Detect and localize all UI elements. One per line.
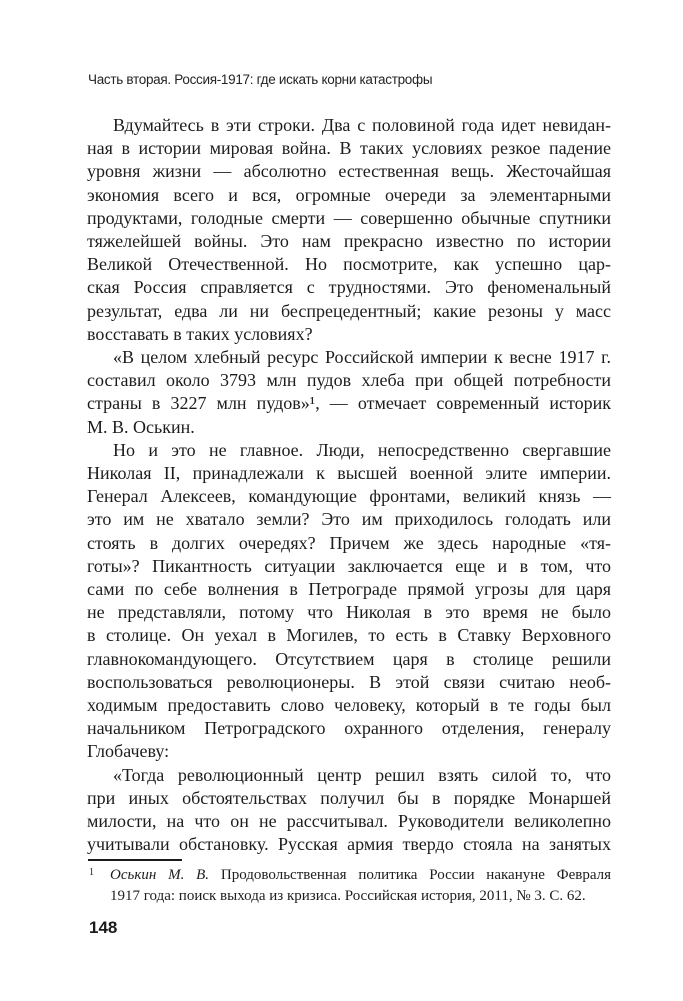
text-line: милости, на что он не рассчитывал. Руководители великолепно <box>87 811 611 832</box>
page-number: 148 <box>89 918 118 937</box>
text-line: воспользоваться революционеры. В этой связи считаю необ- <box>87 671 611 692</box>
text-line: Глобачеву: <box>87 741 170 762</box>
footnote-text: Продовольственная политика России накануне Февраля <box>220 867 612 883</box>
text-line: страны в 3227 млн пудов»¹, — отмечает современный историк <box>87 393 611 414</box>
text-line: начальником Петроградского охранного отделения, генералу <box>87 718 611 739</box>
text-line: результат, едва ли ни беспрецедентный; какие резоны у масс <box>87 300 611 321</box>
text-line: при иных обстоятельствах получил бы в порядке Монаршей <box>87 787 611 808</box>
running-header: Часть вторая. Россия-1917: где искать корни катастрофы <box>88 72 433 87</box>
text-line: ская Россия справляется с трудностями. Это феноменальный <box>87 277 611 298</box>
text-line: ная в истории мировая война. В таких условиях резкое падение <box>87 138 611 159</box>
body-text <box>87 114 611 857</box>
text-line: М. В. Оськин. <box>87 416 195 437</box>
text-line: тяжелейшей войны. Это нам прекрасно известно по истории <box>87 231 611 252</box>
text-line: это им не хватало земли? Это им приходилось голодать или <box>87 509 611 530</box>
text-line: стоять в долгих очередях? Причем же здесь народные «тя- <box>87 532 611 553</box>
text-line: Николая II, принадлежали к высшей военной элите империи. <box>87 463 611 484</box>
footnote-line: 1917 года: поиск выхода из кризиса. Российская история, 2011, № 3. С. 62. <box>110 887 586 904</box>
text-line: восставать в таких условиях? <box>87 323 313 344</box>
text-line: учитывали обстановку. Русская армия твердо стояла на занятых <box>87 834 611 855</box>
footnote-line <box>87 865 611 886</box>
text-line: составил около 3793 млн пудов хлеба при общей потребности <box>87 370 611 391</box>
text-line: Вдумайтесь в эти строки. Два с половиной года идет невидан- <box>113 115 611 135</box>
text-line: не представляли, потому что Николая в это время не было <box>87 602 611 623</box>
text-line: Великой Отечественной. Но посмотрите, как успешно цар- <box>87 254 611 275</box>
footnote-marker: 1 <box>89 867 94 878</box>
text-line: сами по себе волнения в Петрограде прямой угрозы для царя <box>87 579 611 600</box>
text-line: Но и это не главное. Люди, непосредственно свергавшие <box>113 439 611 460</box>
text-line: главнокомандующего. Отсутствием царя в столице решили <box>87 648 611 669</box>
text-line: готы»? Пикантность ситуации заключается еще и в том, что <box>87 555 611 576</box>
footnote <box>87 865 611 906</box>
text-line: ходимым предоставить слово человеку, который в те годы был <box>87 695 611 716</box>
footnote-author: Оськин М. В. <box>110 867 210 883</box>
text-line: продуктами, голодные смерти — совершенно обычные спутники <box>87 207 611 228</box>
footnote-divider <box>88 859 182 861</box>
text-line: в столице. Он уехал в Могилев, то есть в Ставку Верховного <box>87 625 611 646</box>
text-line: «Тогда революционный центр решил взять силой то, что <box>113 764 611 785</box>
text-line: «В целом хлебный ресурс Российской империи к весне 1917 г. <box>113 347 611 368</box>
text-line: экономия всего и вся, огромные очереди за элементарными <box>87 184 611 205</box>
text-line: Генерал Алексеев, командующие фронтами, великий князь — <box>87 486 611 507</box>
text-line: уровня жизни — абсолютно естественная вещь. Жесточайшая <box>87 161 611 182</box>
